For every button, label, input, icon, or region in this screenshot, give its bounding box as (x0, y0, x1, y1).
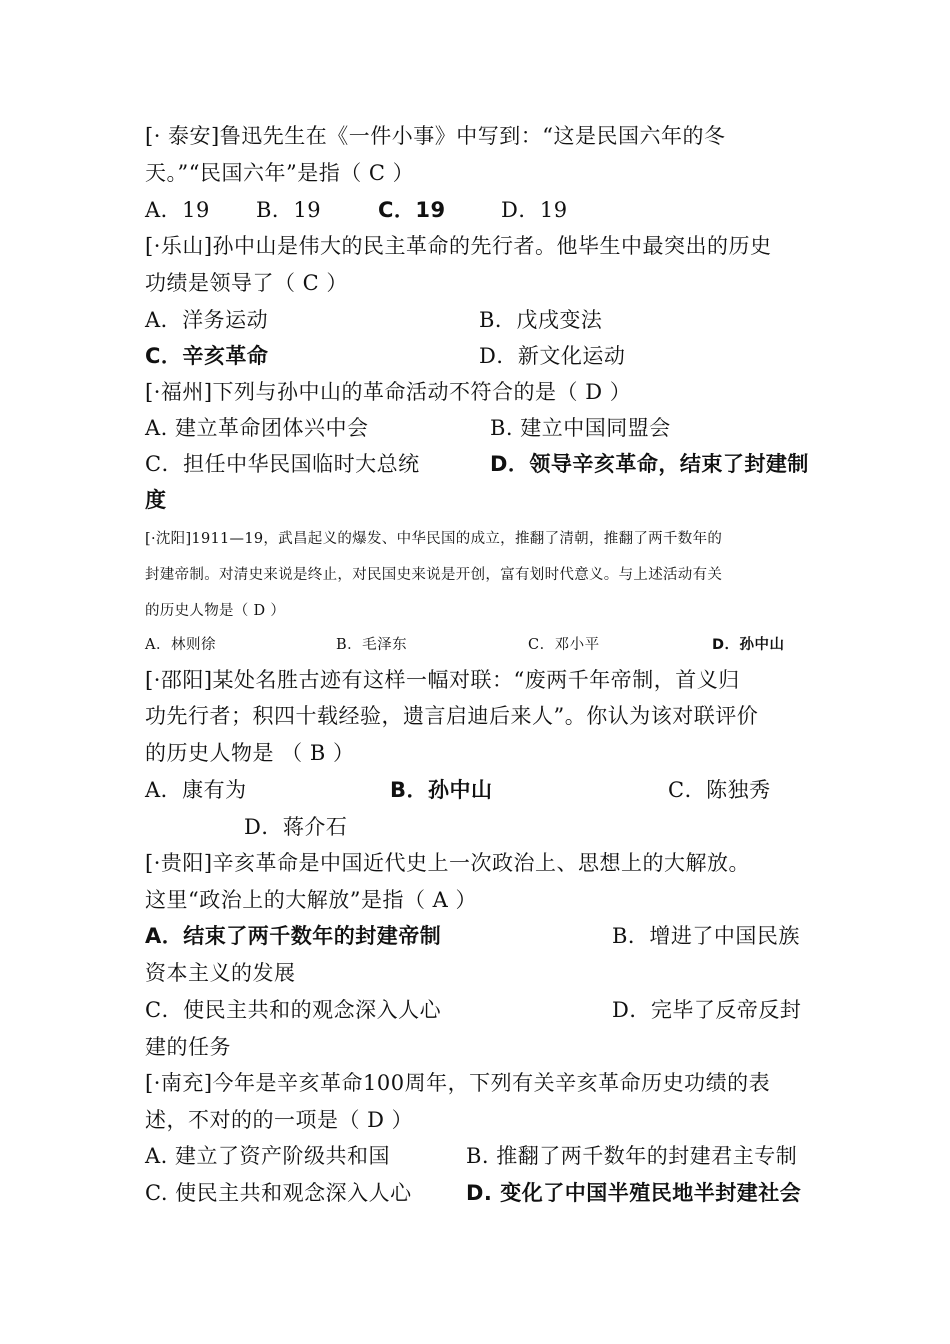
q6-stem-line-2: 这里“政治上的大解放”是指（ A ） (145, 888, 477, 912)
q4-stem-line-3: 的历史人物是（ D ） (145, 603, 286, 619)
q3-option-b: B. 建立中国同盟会 (490, 416, 671, 440)
q4-option-a: A．林则徐 (145, 637, 216, 653)
q4-option-c: C．邓小平 (528, 637, 600, 653)
q5-option-b-answer: B．孙中山 (390, 778, 493, 802)
q6-option-a-answer: A．结束了两千数年的封建帝制 (145, 924, 442, 948)
q7-option-d-answer: D. 变化了中国半殖民地半封建社会 (466, 1181, 802, 1205)
q5-option-d: D．蒋介石 (244, 815, 348, 839)
q5-stem-line-2: 功先行者；积四十载经验，遗言启迪后来人”。你认为该对联评价 (145, 704, 759, 728)
q2-option-b: B．戊戌变法 (479, 308, 603, 332)
q7-option-b: B. 推翻了两千数年的封建君主专制 (466, 1144, 798, 1168)
q6-stem-line-1: [·贵阳]辛亥革命是中国近代史上一次政治上、思想上的大解放。 (145, 851, 751, 875)
q1-stem-line-1: [· 泰安]鲁迅先生在《一件小事》中写到：“这是民国六年的冬 (145, 124, 726, 148)
q6-option-c: C．使民主共和的观念深入人心 (145, 998, 442, 1022)
q1-option-a: A．19 (145, 198, 210, 222)
q2-stem-line-2: 功绩是领导了（ C ） (145, 271, 348, 295)
q3-stem-line-1: [·福州]下列与孙中山的革命活动不符合的是（ D ） (145, 380, 632, 404)
q6-option-b: B．增进了中国民族 (612, 924, 800, 948)
q5-option-a: A．康有为 (145, 778, 247, 802)
q3-option-a: A. 建立革命团体兴中会 (145, 416, 369, 440)
q1-stem-line-2: 天。”“民国六年”是指（ C ） (145, 161, 415, 185)
q2-option-d: D．新文化运动 (479, 344, 626, 368)
q4-stem-line-1: [·沈阳]1911—19，武昌起义的爆发、中华民国的成立，推翻了清朝，推翻了两千数年的 (145, 531, 723, 547)
q4-option-d-answer: D．孙中山 (712, 637, 785, 653)
q3-option-d-answer: D．领导辛亥革命，结束了封建制 (490, 452, 809, 476)
q1-option-d: D．19 (501, 198, 568, 222)
q7-option-c: C. 使民主共和观念深入人心 (145, 1181, 412, 1205)
q5-stem-line-1: [·邵阳]某处名胜古迹有这样一幅对联：“废两千年帝制，首义归 (145, 668, 740, 692)
q4-stem-line-2: 封建帝制。对清史来说是终止，对民国史来说是开创，富有划时代意义。与上述活动有关 (145, 567, 723, 583)
q7-option-a: A. 建立了资产阶级共和国 (145, 1144, 391, 1168)
q1-option-c-answer: C．19 (378, 198, 446, 222)
q2-option-c-answer: C．辛亥革命 (145, 344, 269, 368)
q6-option-d-continuation: 建的任务 (145, 1035, 231, 1059)
q7-stem-line-2: 述，不对的的一项是（ D ） (145, 1108, 414, 1132)
q5-option-c: C．陈独秀 (668, 778, 771, 802)
q7-stem-line-1: [·南充]今年是辛亥革命100周年，下列有关辛亥革命历史功绩的表 (145, 1071, 771, 1095)
q3-option-d-continuation: 度 (145, 488, 167, 512)
q2-option-a: A．洋务运动 (145, 308, 269, 332)
q6-option-b-continuation: 资本主义的发展 (145, 961, 296, 985)
q6-option-d: D．完毕了反帝反封 (612, 998, 802, 1022)
q2-stem-line-1: [·乐山]孙中山是伟大的民主革命的先行者。他毕生中最突出的历史 (145, 234, 772, 258)
q1-option-b: B．19 (256, 198, 322, 222)
q3-option-c: C．担任中华民国临时大总统 (145, 452, 420, 476)
q5-stem-line-3: 的历史人物是 （ B ） (145, 741, 355, 765)
q4-option-b: B．毛泽东 (336, 637, 408, 653)
